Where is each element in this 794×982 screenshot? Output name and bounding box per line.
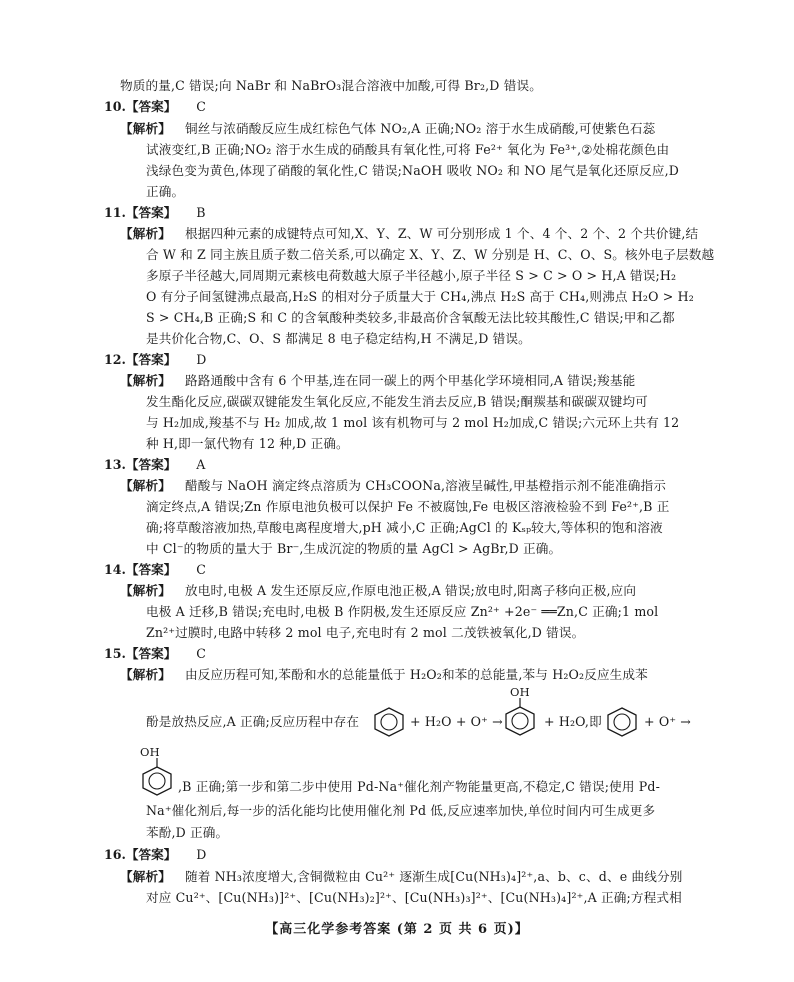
q10-line-2: 试液变红,B 正确;NO₂ 溶于水生成的硝酸具有氧化性,可将 Fe²⁺ 氧化为 Fe³⁺,②处棉花颜色由 [146,142,670,157]
q11-line-4: O 有分子间氢键沸点最高,H₂S 的相对分子质量大于 CH₄,沸点 H₂S 高于 CH₄,则沸点 H₂O > H₂ [146,289,694,304]
q10-line-1: 【解析】 铜丝与浓硝酸反应生成红棕色气体 NO₂,A 正确;NO₂ 溶于水生成硝酸,可使紫色石蕊 [120,121,656,136]
q11-line-3: 多原子半径越大,同周期元素核电荷数越大原子半径越小,原子半径 S > C > O > H,A 错误;H₂ [146,268,677,283]
answer-label: 【答案】 [125,352,177,367]
analysis-label: 【解析】 [120,478,171,493]
q15-answer-value: C [196,646,206,661]
q11-line-5: S > CH₄,B 正确;S 和 C 的含氧酸种类较多,非最高价含氧酸无法比较其酸性,C 错误;甲和乙都 [146,310,675,325]
q13-line-1: 【解析】 醋酸与 NaOH 滴定终点溶质为 CH₃COONa,溶液呈碱性,甲基橙指示剂不能准确指示 [120,478,666,493]
q13-line-2: 滴定终点,A 错误;Zn 作原电池负极可以保护 Fe 不被腐蚀,Fe 电极区溶液检验不到 Fe²⁺,B 正 [146,499,670,514]
q11-number: 11. [104,205,126,220]
q15-reaction-part-3: + O⁺ → [644,714,691,729]
q15-line-1: 【解析】 由反应历程可知,苯酚和水的总能量低于 H₂O₂和苯的总能量,苯与 H₂O₂反应生成苯 [120,667,648,682]
q10-line-4: 正确。 [146,184,185,199]
analysis-label: 【解析】 [120,667,171,682]
q16-answer [104,847,206,863]
q10-line-3: 浅绿色变为黄色,体现了硝酸的氧化性,C 错误;NaOH 吸收 NO₂ 和 NO 尾气是氧化还原反应,D [146,163,680,178]
phenol-ring-icon [140,758,174,798]
q12-line-2: 发生酯化反应,碳碳双键能发生氧化反应,不能发生消去反应,B 错误;酮羰基和碳碳双键均可 [146,394,648,409]
q10-answer [104,99,206,115]
q15-line-4: Na⁺催化剂后,每一步的活化能均比使用催化剂 Pd 低,反应速率加快,单位时间内可生成更多 [146,803,656,818]
q15-line-2: 酚是放热反应,A 正确;反应历程中存在 [146,714,360,729]
analysis-label: 【解析】 [120,121,171,136]
q13-answer-value: A [196,457,206,472]
q16-answer-value: D [196,847,207,862]
q11-answer [104,205,206,221]
q14-number: 14. [104,562,126,577]
answer-label: 【答案】 [125,562,177,577]
phenol-ring-icon [503,698,537,738]
q15-reaction-part-1: + H₂O + O⁺ → [410,714,503,729]
q12-number: 12. [104,352,126,367]
answer-label: 【答案】 [125,847,177,862]
q12-answer-value: D [196,352,207,367]
q15-answer [104,646,206,662]
q13-number: 13. [104,457,126,472]
q16-number: 16. [104,847,126,862]
q15-number: 15. [104,646,126,661]
page-footer: 【高三化学参考答案 (第 2 页 共 6 页)】 [265,922,529,937]
q12-answer [104,352,206,368]
analysis-label: 【解析】 [120,583,171,598]
q16-line-2: 对应 Cu²⁺、[Cu(NH₃)]²⁺、[Cu(NH₃)₂]²⁺、[Cu(NH₃)₃]²⁺、[Cu(NH₃)₄]²⁺,A 正确;方程式相 [146,890,682,905]
q14-answer [104,562,206,578]
answer-label: 【答案】 [125,99,177,114]
q10-number: 10. [104,99,126,114]
q14-line-2: 电极 A 迁移,B 错误;充电时,电极 B 作阴极,发生还原反应 Zn²⁺ +2e⁻ ══Zn,C 正确;1 mol [146,604,659,619]
oh-label: OH [510,685,530,699]
q16-line-1: 【解析】 随着 NH₃浓度增大,含铜微粒由 Cu²⁺ 逐渐生成[Cu(NH₃)₄]²⁺,a、b、c、d、e 曲线分别 [120,869,683,884]
answer-label: 【答案】 [125,457,177,472]
q11-line-2: 合 W 和 Z 同主族且质子数二倍关系,可以确定 X、Y、Z、W 分别是 H、C、O、S。核外电子层数越 [146,247,715,262]
q15-line-5: 苯酚,D 正确。 [146,825,229,840]
q13-line-4: 中 Cl⁻的物质的量大于 Br⁻,生成沉淀的物质的量 AgCl > AgBr,D 正确。 [146,541,562,556]
lead-line: 物质的量,C 错误;向 NaBr 和 NaBrO₃混合溶液中加酸,可得 Br₂,D 错误。 [120,78,542,93]
analysis-label: 【解析】 [120,869,171,884]
analysis-label: 【解析】 [120,373,171,388]
q14-line-1: 【解析】 放电时,电极 A 发生还原反应,作原电池正极,A 错误;放电时,阳离子移向正极,应向 [120,583,637,598]
q13-answer [104,457,205,473]
q15-line-3: ,B 正确;第一步和第二步中使用 Pd-Na⁺催化剂产物能量更高,不稳定,C 错误;使用 Pd- [178,779,660,794]
q14-answer-value: C [196,562,206,577]
analysis-label: 【解析】 [120,226,171,241]
answer-label: 【答案】 [125,205,177,220]
q11-line-1: 【解析】 根据四种元素的成键特点可知,X、Y、Z、W 可分别形成 1 个、4 个、2 个、2 个共价键,结 [120,226,699,241]
benzene-ring-icon [372,706,406,738]
q11-answer-value: B [196,205,206,220]
q14-line-3: Zn²⁺过膜时,电路中转移 2 mol 电子,充电时有 2 mol 二茂铁被氧化,D 错误。 [146,625,585,640]
q12-line-4: 种 H,即一氯代物有 12 种,D 正确。 [146,436,349,451]
q15-reaction-part-2: + H₂O,即 [544,714,602,729]
answer-label: 【答案】 [125,646,177,661]
q12-line-3: 与 H₂加成,羧基不与 H₂ 加成,故 1 mol 该有机物可与 2 mol H₂加成,C 错误;六元环上共有 12 [146,415,680,430]
q13-line-3: 确;将草酸溶液加热,草酸电离程度增大,pH 减小,C 正确;AgCl 的 Kₛₚ较大,等体积的饱和溶液 [146,520,663,535]
q11-line-6: 是共价化合物,C、O、S 都满足 8 电子稳定结构,H 不满足,D 错误。 [146,331,531,346]
q10-answer-value: C [196,99,206,114]
benzene-ring-icon [605,706,639,738]
q12-line-1: 【解析】 路路通酸中含有 6 个甲基,连在同一碳上的两个甲基化学环境相同,A 错误;羧基能 [120,373,636,388]
oh-label-2: OH [140,745,160,759]
